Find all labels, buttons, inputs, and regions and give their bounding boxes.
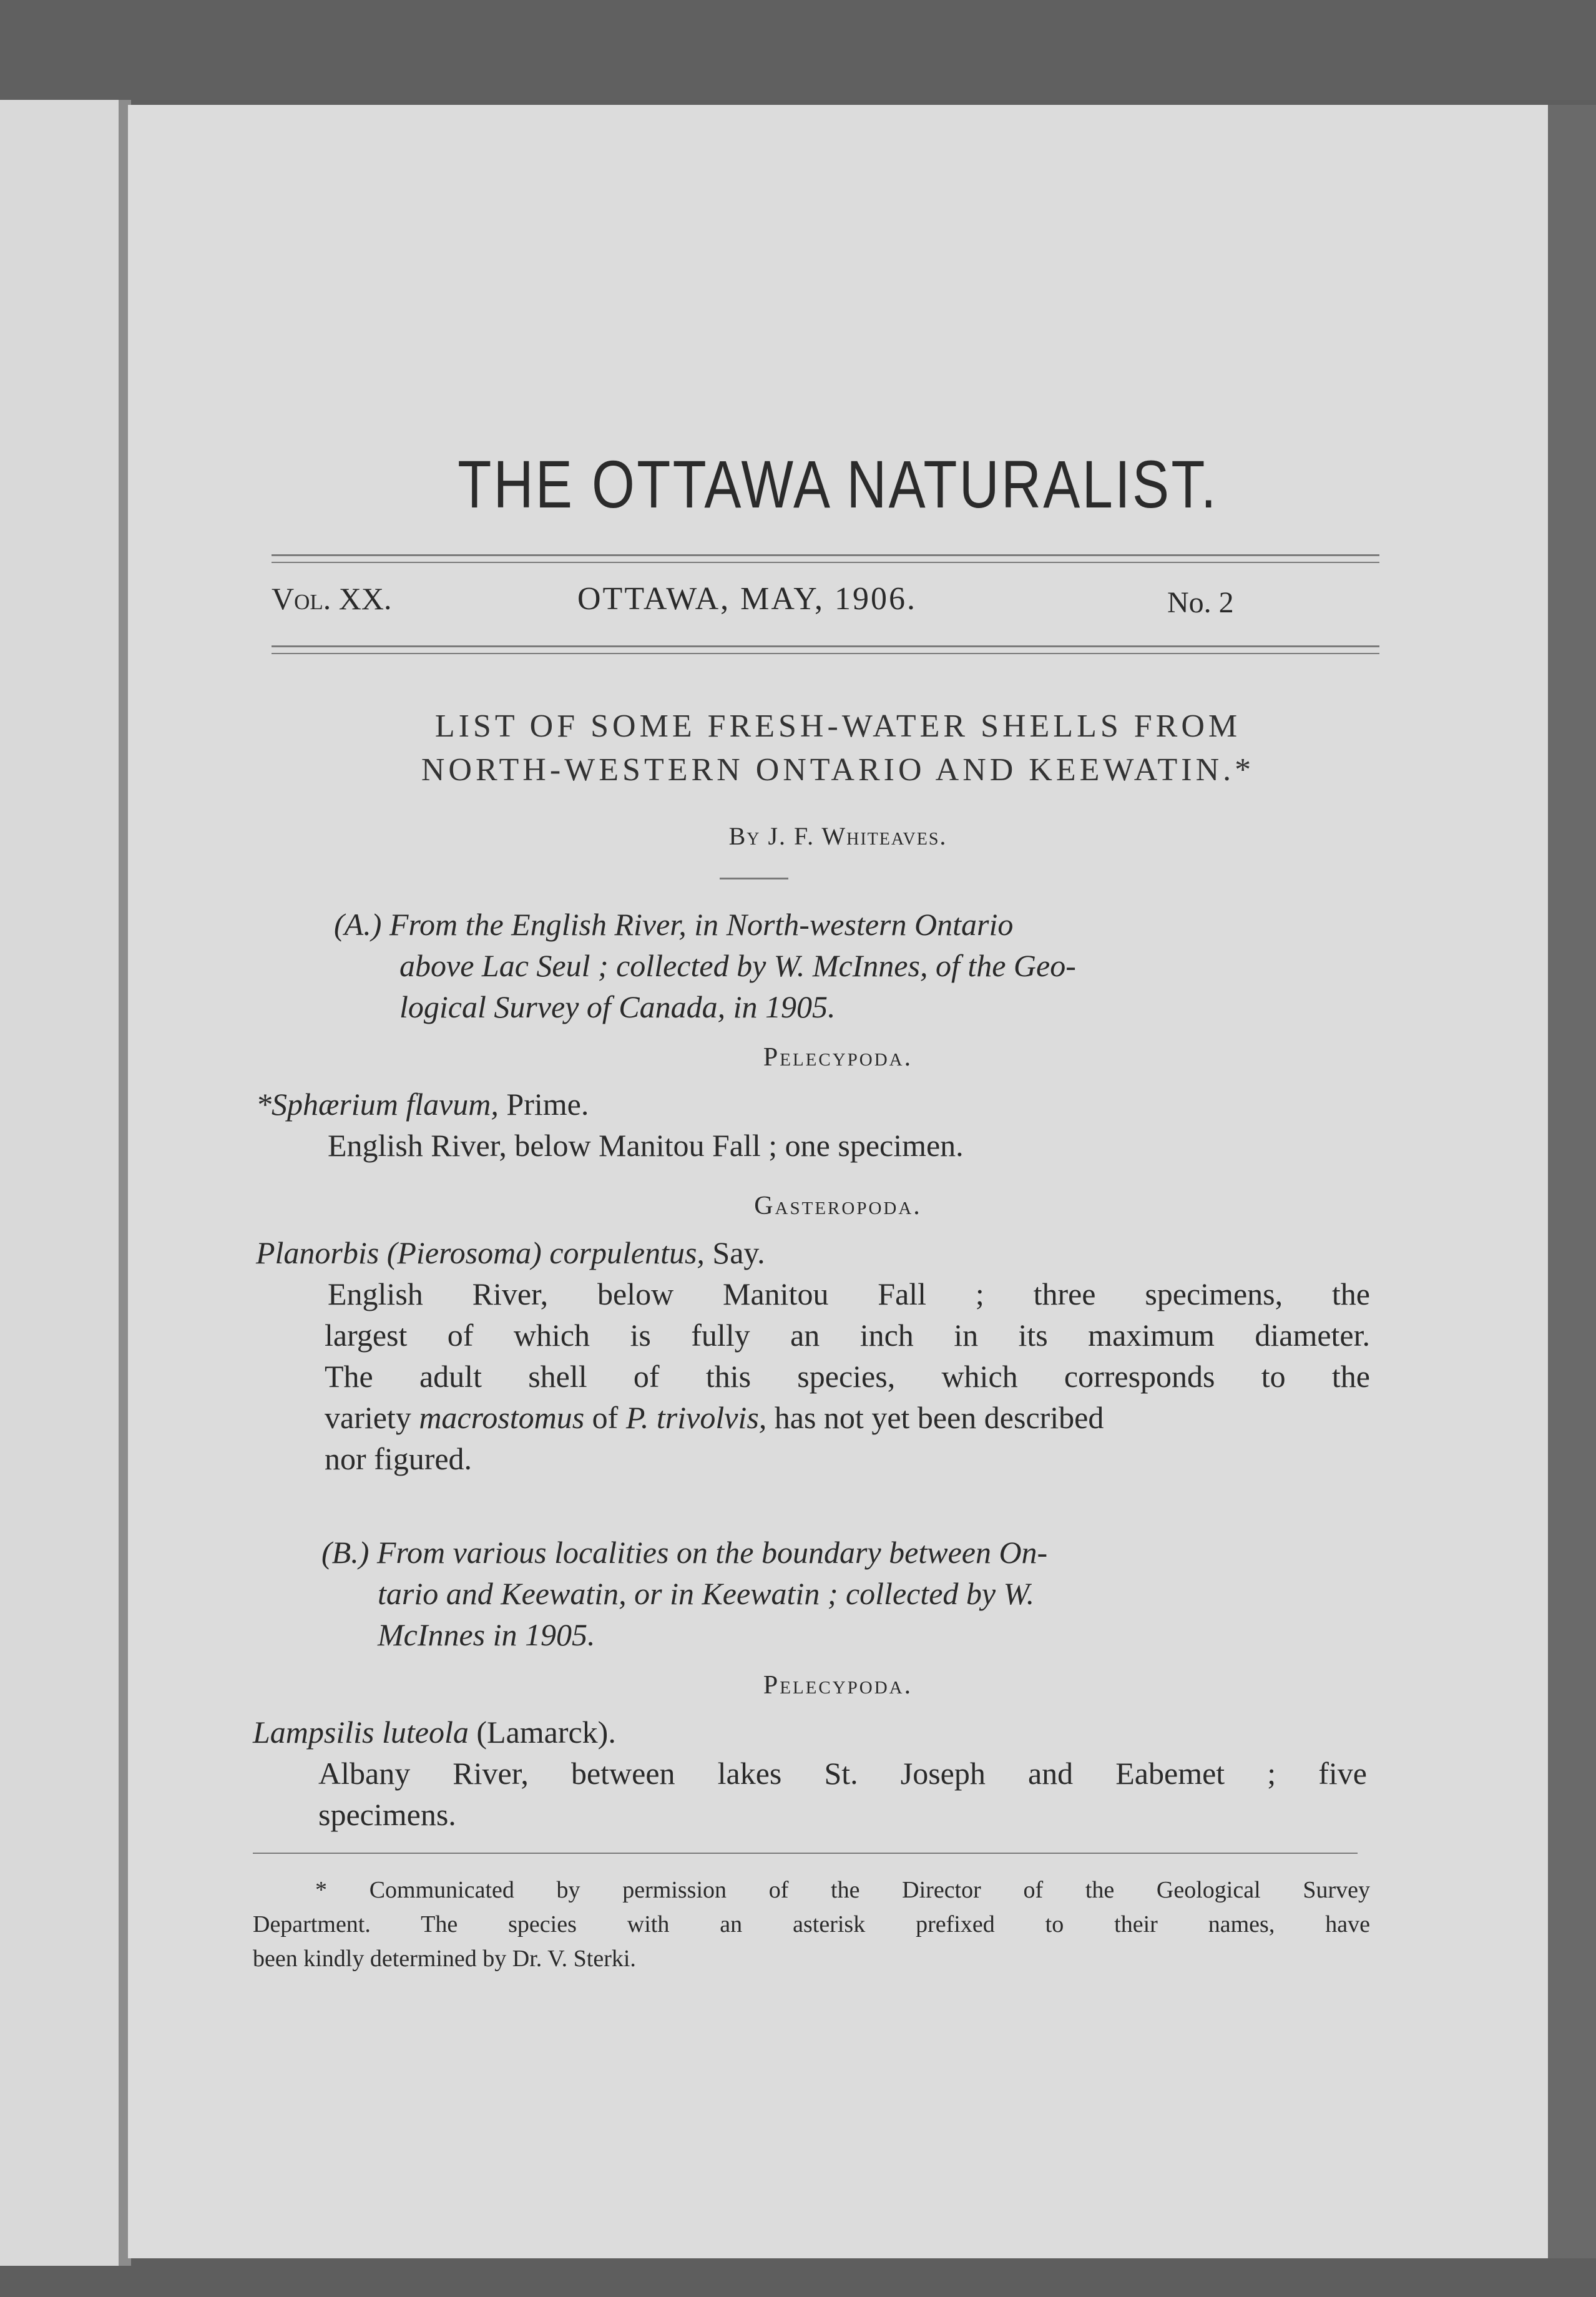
section-b-line-1: (B.) From various localities on the boundary between On- xyxy=(321,1535,1048,1570)
line-4-text-c: of xyxy=(584,1400,626,1435)
section-b-heading-pelecypoda: Pelecypoda. xyxy=(763,1671,913,1700)
section-a-heading-gasteropoda: Gasteropoda. xyxy=(754,1192,922,1220)
species-ref: P. trivolvis, xyxy=(625,1400,767,1435)
species-planorbis xyxy=(256,1235,765,1271)
species-sphaerium xyxy=(256,1086,589,1122)
section-a-heading-pelecypoda: Pelecypoda. xyxy=(763,1043,913,1072)
header-rule-top xyxy=(272,554,1379,556)
journal-page xyxy=(128,105,1548,2258)
scan-border-right xyxy=(1548,105,1596,2258)
title-divider xyxy=(720,878,788,879)
footnote-line-1: * Communicated by permission of the Director of the Geological Survey xyxy=(315,1877,1370,1903)
species-sphaerium-note: English River, below Manitou Fall ; one specimen. xyxy=(328,1128,964,1163)
species-planorbis-note-line-3: The adult shell of this species, which corresponds to the xyxy=(325,1359,1370,1394)
volume-label: Vol. XX. xyxy=(272,581,392,616)
species-sphaerium-name: *Sphærium flavum, xyxy=(256,1087,499,1122)
issue-number: No. 2 xyxy=(1167,586,1234,619)
section-b-line-3: McInnes in 1905. xyxy=(378,1617,595,1652)
section-a-line-3: logical Survey of Canada, in 1905. xyxy=(399,989,836,1024)
footnote-line-2: Department. The species with an asterisk prefixed to their names, have xyxy=(253,1911,1370,1937)
species-planorbis-name: Planorbis (Pierosoma) corpulentus, xyxy=(256,1235,705,1270)
species-lampsilis xyxy=(253,1714,616,1750)
section-a-line-1: (A.) From the English River, in North-western Ontario xyxy=(334,907,1014,942)
footnote-line-3: been kindly determined by Dr. V. Sterki. xyxy=(253,1946,636,1972)
header-rule-top-2 xyxy=(272,562,1379,563)
section-a-line-2: above Lac Seul ; collected by W. McInnes, of the Geo- xyxy=(399,948,1076,983)
variety-name: macrostomus xyxy=(419,1400,585,1435)
section-b-line-2: tario and Keewatin, or in Keewatin ; collected by W. xyxy=(378,1576,1035,1611)
scan-background xyxy=(0,0,1596,100)
facing-page-edge xyxy=(0,100,125,2266)
line-4-text-a: variety xyxy=(325,1400,419,1435)
species-lampsilis-author: (Lamarck). xyxy=(468,1715,616,1750)
journal-title: THE OTTAWA NATURALIST. xyxy=(458,446,1218,522)
header-rule-bottom-2 xyxy=(272,653,1379,654)
species-planorbis-note-line-4 xyxy=(325,1399,1104,1436)
article-title-line-2: NORTH-WESTERN ONTARIO AND KEEWATIN.* xyxy=(421,752,1255,788)
line-4-text-e: has not yet been described xyxy=(766,1400,1104,1435)
species-planorbis-note-line-1: English River, below Manitou Fall ; three specimens, the xyxy=(328,1276,1370,1311)
species-planorbis-note-line-2: largest of which is fully an inch in its maximum diameter. xyxy=(325,1318,1370,1353)
species-lampsilis-name: Lampsilis luteola xyxy=(253,1715,469,1750)
footnote-rule xyxy=(253,1853,1358,1854)
species-planorbis-note-line-5: nor figured. xyxy=(325,1441,472,1476)
article-title-line-1: LIST OF SOME FRESH-WATER SHELLS FROM xyxy=(434,708,1241,744)
species-sphaerium-author: Prime. xyxy=(498,1087,589,1122)
species-planorbis-author: Say. xyxy=(704,1235,765,1270)
species-lampsilis-note-line-1: Albany River, between lakes St. Joseph and Eabemet ; five xyxy=(318,1756,1367,1791)
species-lampsilis-note-line-2: specimens. xyxy=(318,1797,456,1832)
header-rule-bottom xyxy=(272,645,1379,647)
byline: By J. F. Whiteaves. xyxy=(728,822,947,850)
dateline: OTTAWA, MAY, 1906. xyxy=(577,581,918,617)
